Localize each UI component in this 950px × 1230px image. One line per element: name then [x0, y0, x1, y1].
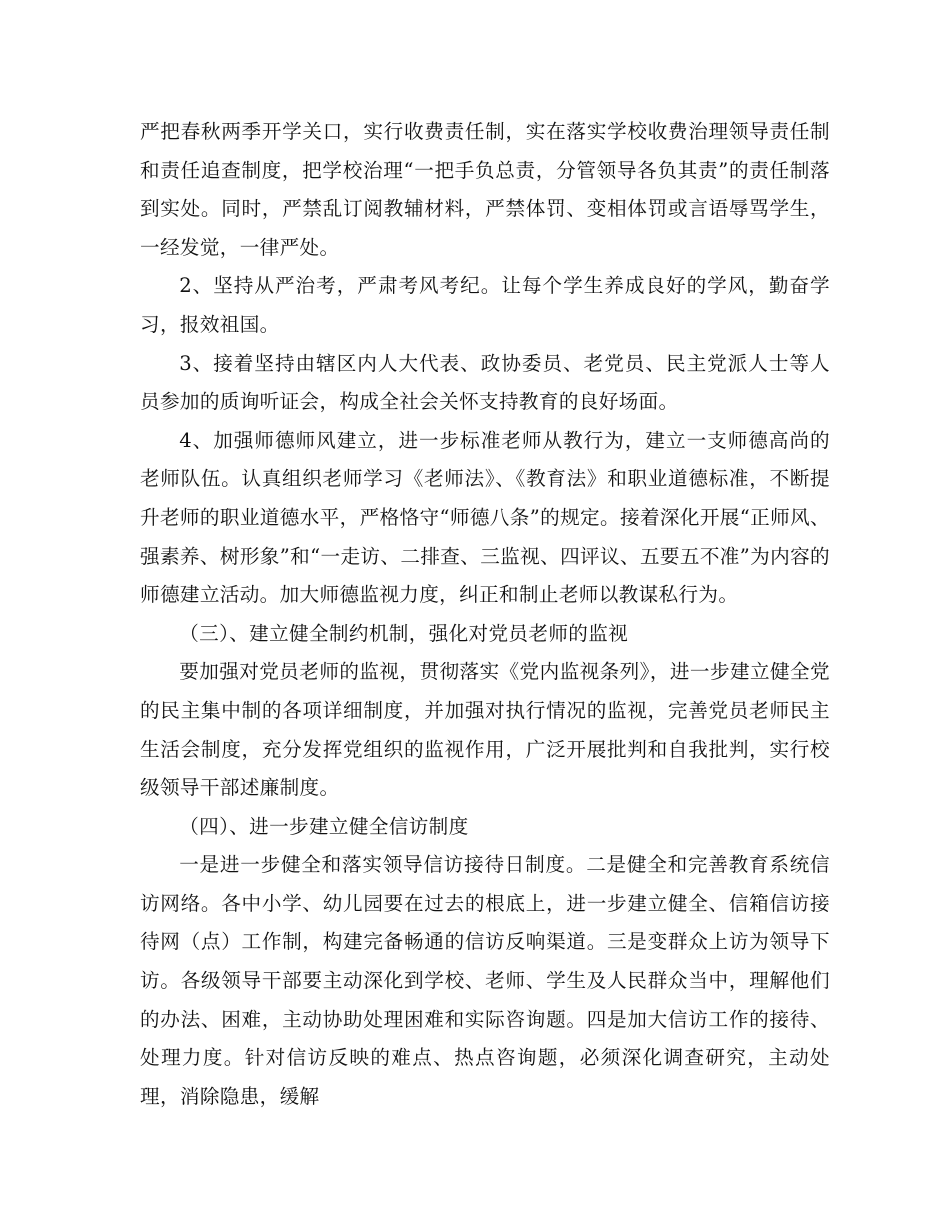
paragraph-tuition-responsibility: 严把春秋两季开学关口，实行收费责任制，实在落实学校收费治理领导责任制和责任追查制度，把学校治理“一把手负总责，分管领导各负其责”的责任制落到实处。同时，严禁乱订阅教辅材料，严禁体罚、变相体罚或言语辱骂学生，一经发觉，一律严处。: [140, 120, 830, 259]
paragraph-exam-discipline: 2、坚持从严治考，严肃考风考纪。让每个学生养成良好的学风，勤奋学习，报效祖国。: [140, 274, 830, 336]
document-page: [140, 113, 830, 1116]
section-heading-3: （三）、建立健全制约机制，强化对党员老师的监视: [179, 621, 629, 645]
paragraph-petition-system: 一是进一步健全和落实领导信访接待日制度。二是健全和完善教育系统信访网络。各中小学、幼儿园要在过去的根底上，进一步建立健全、信箱信访接待网（点）工作制，构建完备畅通的信访反响渠道。三是变群众上访为领导下访。各级领导干部要主动深化到学校、老师、学生及人民群众当中，理解他们的办法、困难，主动协助处理困难和实际咨询题。四是加大信访工作的接待、处理力度。针对信访反映的难点、热点咨询题，必须深化调查研究，主动处理，消除隐患，缓解: [140, 853, 830, 1108]
section-heading-4: （四）、进一步建立健全信访制度: [179, 814, 469, 838]
paragraph-teacher-ethics: 4、加强师德师风建立，进一步标准老师从教行为，建立一支师德高尚的老师队伍。认真组织老师学习《老师法》、《教育法》和职业道德标准，不断提升老师的职业道德水平，严格恪守“师德八条”的规定。接着深化开展“正师风、强素养、树形象”和“一走访、二排查、三监视、四评议、五要五不准”为内容的师德建立活动。加大师德监视力度，纠正和制止老师以教谋私行为。: [140, 428, 830, 607]
paragraph-hearing-meeting: 3、接着坚持由辖区内人大代表、政协委员、老党员、民主党派人士等人员参加的质询听证会，构成全社会关怀支持教育的良好场面。: [140, 351, 830, 414]
paragraph-party-supervision: 要加强对党员老师的监视，贯彻落实《党内监视条列》，进一步建立健全党的民主集中制的各项详细制度，并加强对执行情况的监视，完善党员老师民主生活会制度，充分发挥党组织的监视作用，广泛开展批判和自我批判，实行校级领导干部述廉制度。: [140, 660, 830, 800]
